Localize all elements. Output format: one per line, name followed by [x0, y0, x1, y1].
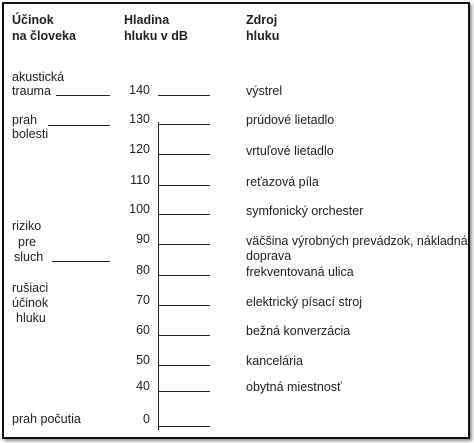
effect-hearing-risk-1: riziko	[12, 219, 42, 233]
db-value-80: 80	[136, 263, 150, 277]
effect-hearing-threshold: prah počutia	[12, 412, 81, 426]
noise-level-diagram	[2, 2, 470, 439]
db-tick-110	[158, 185, 210, 186]
db-value-120: 120	[129, 142, 150, 156]
effect-acoustic-trauma-line	[56, 95, 110, 96]
db-tick-90	[158, 244, 210, 245]
source-100: symfonický orchester	[246, 204, 364, 218]
db-tick-0	[158, 426, 210, 427]
db-value-140: 140	[129, 83, 150, 97]
source-header-line2: hluku	[246, 29, 280, 43]
db-tick-130	[158, 124, 210, 125]
source-50: kancelária	[246, 354, 303, 368]
effect-hearing-risk-3: sluch	[14, 250, 44, 264]
effect-disturbing-1: rušiaci	[12, 281, 49, 295]
source-70: elektrický písací stroj	[246, 295, 363, 309]
db-tick-80	[158, 275, 210, 276]
effect-hearing-risk-2: pre	[18, 235, 37, 249]
source-80: frekventovaná ulica	[246, 265, 354, 279]
effect-acoustic-trauma-1: akustická	[12, 70, 65, 84]
db-tick-70	[158, 305, 210, 306]
effect-disturbing-3: hluku	[16, 311, 46, 325]
db-tick-120	[158, 154, 210, 155]
effect-header-line2: na človeka	[12, 29, 76, 43]
db-value-40: 40	[136, 379, 150, 393]
db-value-100: 100	[129, 202, 150, 216]
scale-axis-line	[158, 122, 159, 430]
effect-pain-threshold-1: prah	[12, 113, 38, 127]
source-120: vrtuľové lietadlo	[246, 144, 334, 158]
db-value-70: 70	[136, 293, 150, 307]
effect-acoustic-trauma-2: trauma	[12, 84, 51, 98]
db-value-60: 60	[136, 323, 150, 337]
level-header-line2: hluku v dB	[124, 29, 188, 43]
source-130: prúdové lietadlo	[246, 113, 335, 127]
level-header-line1: Hladina	[124, 13, 170, 27]
effect-pain-threshold-line	[48, 125, 110, 126]
source-header-line1: Zdroj	[246, 13, 278, 27]
db-value-0: 0	[143, 412, 150, 426]
db-tick-40	[158, 391, 210, 392]
db-value-110: 110	[130, 173, 150, 187]
db-tick-50	[158, 365, 210, 366]
db-tick-100	[158, 214, 210, 215]
effect-pain-threshold-2: bolesti	[12, 127, 49, 141]
effect-hearing-risk-line	[52, 261, 110, 262]
effect-disturbing-2: účinok	[12, 296, 49, 310]
source-40: obytná miestnosť	[246, 380, 342, 394]
source-140: výstrel	[246, 84, 283, 98]
source-90-line2: doprava	[246, 249, 292, 263]
db-value-130: 130	[129, 112, 150, 126]
source-90: väčšina výrobných prevádzok, nákladná	[246, 234, 468, 248]
db-value-90: 90	[136, 232, 150, 246]
db-tick-140	[158, 95, 210, 96]
source-110: reťazová píla	[246, 175, 319, 189]
effect-header-line1: Účinok	[12, 13, 54, 27]
source-60: bežná konverzácia	[246, 324, 351, 338]
db-tick-60	[158, 335, 210, 336]
db-value-50: 50	[136, 353, 150, 367]
